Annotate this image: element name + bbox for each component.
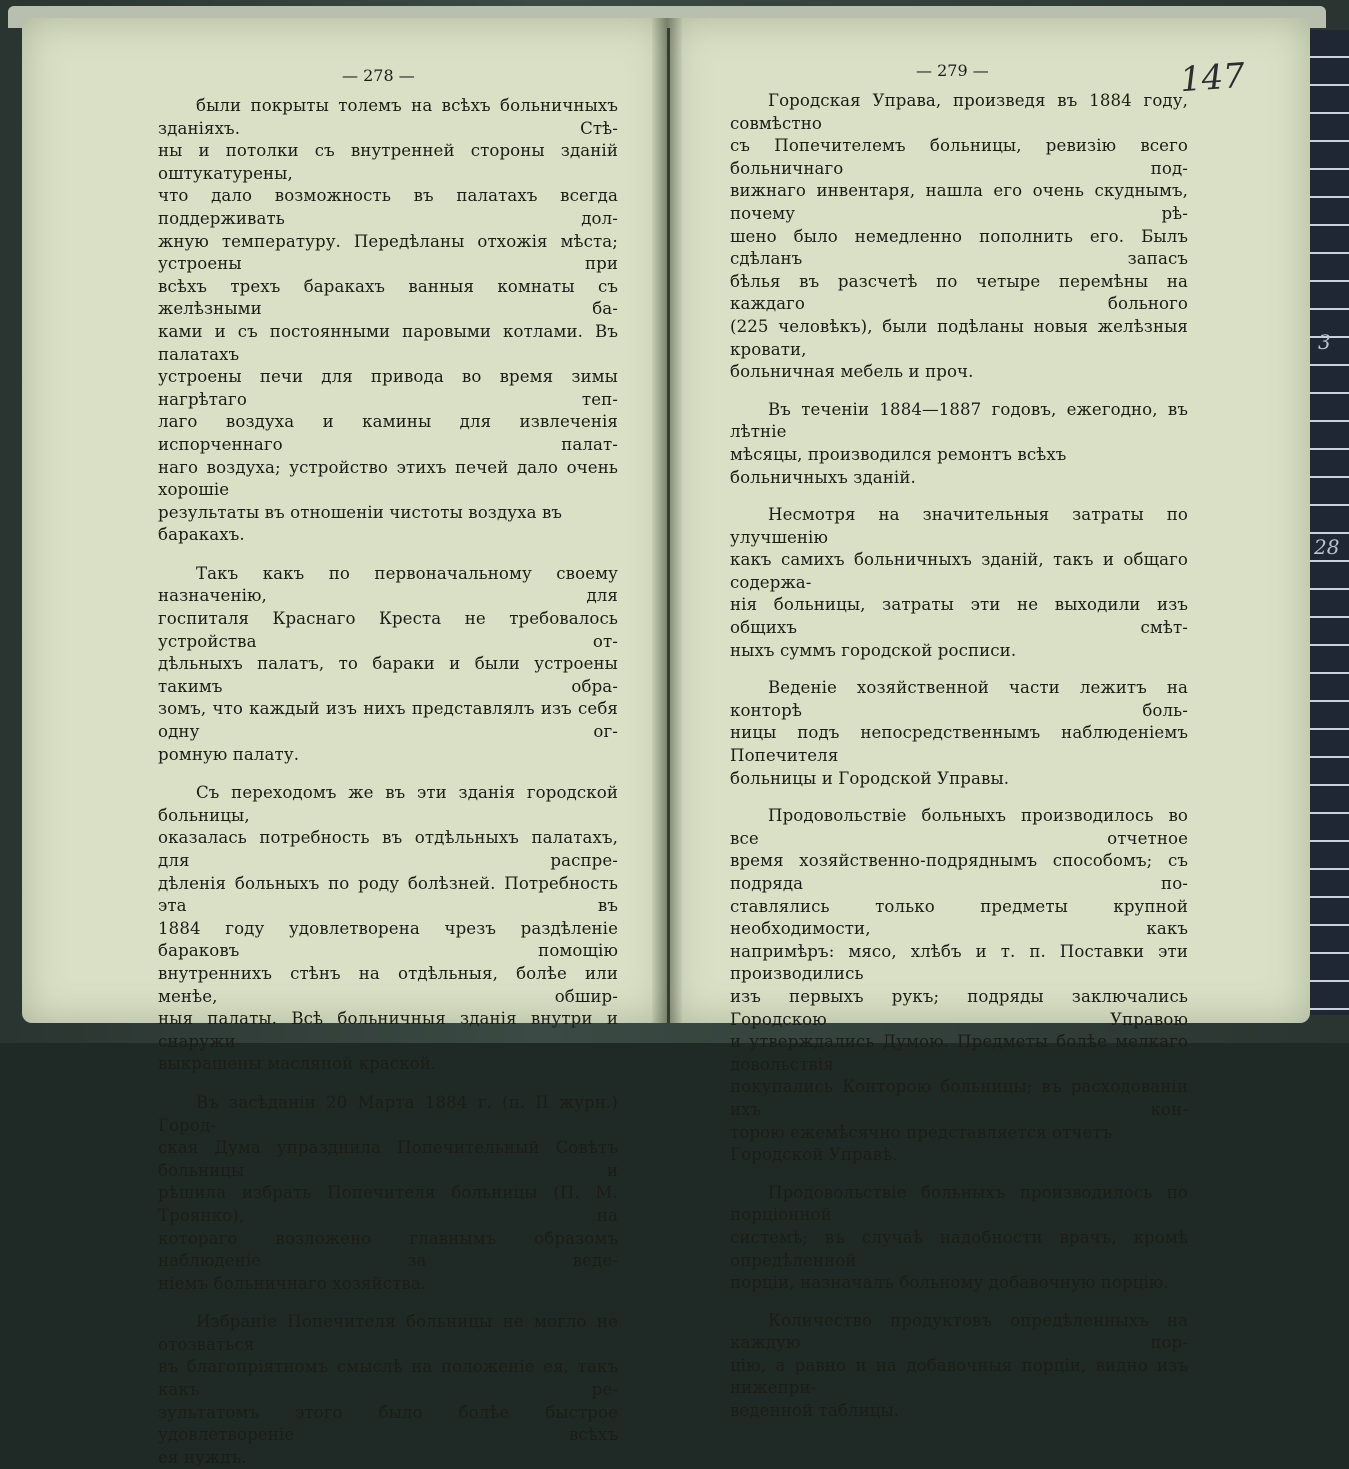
text-line: веденной таблицы. xyxy=(730,1401,900,1421)
text-line: Городская Управа, произведя въ 1884 году, совмѣстно xyxy=(730,91,1188,133)
text-line: результаты въ отношеніи чистоты воздуха въ баракахъ. xyxy=(158,502,563,545)
text-line: 1884 году удовлетворена чрезъ раздѣленіе бараковъ помощію xyxy=(158,918,618,961)
text-line: покупались Конторою больницы; въ расходованіи ихъ кон- xyxy=(730,1077,1188,1119)
text-line: ницы подъ непосредственнымъ наблюденіемъ Попечителя xyxy=(730,723,1188,766)
text-line: дѣленія больныхъ по роду болѣзней. Потребность эта въ xyxy=(158,873,618,916)
text-line: больницы и Городской Управы. xyxy=(730,768,1010,788)
text-line: внутреннихъ стѣнъ на отдѣльныя, болѣе или менѣе, обшир- xyxy=(158,963,618,1006)
left-page-text xyxy=(158,95,618,1469)
paragraph xyxy=(730,1182,1188,1295)
text-line: больничная мебель и проч. xyxy=(730,362,974,382)
text-line: котораго возложено главнымъ образомъ наблюденіе за веде- xyxy=(158,1228,618,1271)
text-line: торою ежемѣсячно представляется отчетъ Городской Управѣ. xyxy=(730,1122,1113,1165)
text-line: Такъ какъ по первоначальному своему назначенію, для xyxy=(158,563,618,606)
book-gutter xyxy=(652,18,682,1023)
text-line: какъ самихъ больничныхъ зданій, такъ и общаго содержа- xyxy=(730,550,1188,592)
measuring-ruler xyxy=(1310,30,1349,1015)
text-line: зультатомъ этого было болѣе быстрое удовлетвореніе всѣхъ xyxy=(158,1402,618,1445)
text-line: что дало возможность въ палатахъ всегда поддерживать дол- xyxy=(158,186,618,228)
text-line: ныхъ суммъ городской росписи. xyxy=(730,640,1017,660)
right-page-text xyxy=(730,90,1188,1423)
text-line: ская Дума упразднила Попечительный Совѣтъ больницы и xyxy=(158,1138,618,1180)
text-line: ставлялись только предметы крупной необходимости, какъ xyxy=(730,896,1188,939)
text-line: всѣхъ трехъ баракахъ ванныя комнаты съ желѣзными ба- xyxy=(158,276,618,319)
text-line: Веденіе хозяйственной части лежитъ на конторѣ боль- xyxy=(730,678,1188,720)
text-line: ея нуждъ. xyxy=(158,1447,247,1467)
text-line: ромную палату. xyxy=(158,744,300,764)
text-line: наго воздуха; устройство этихъ печей дало очень хорошіе xyxy=(158,457,618,500)
text-line: и утверждались Думою. Предметы болѣе мелкаго довольствія xyxy=(730,1032,1188,1074)
right-page-number: — 279 — xyxy=(916,61,989,80)
text-line: порціи, назначалъ больному добавочную порцію. xyxy=(730,1273,1169,1293)
text-line: шено было немедленно пополнить его. Былъ сдѣланъ запасъ xyxy=(730,226,1188,269)
text-line: Съ переходомъ же въ эти зданія городской больницы, xyxy=(158,783,618,825)
paragraph xyxy=(158,1092,618,1295)
text-line: нія больницы, затраты эти не выходили изъ общихъ смѣт- xyxy=(730,595,1188,638)
left-page-number: — 278 — xyxy=(342,66,415,85)
text-line: Въ засѣданіи 20 Марта 1884 г. (п. II журн.) Город- xyxy=(158,1092,618,1135)
text-line: бѣлья въ разсчетѣ по четыре перемѣны на каждаго больного xyxy=(730,271,1188,314)
text-line: изъ первыхъ рукъ; подряды заключались Городскою Управою xyxy=(730,986,1188,1029)
text-line: Избраніе Попечителя больницы не могло не отозваться xyxy=(158,1312,618,1354)
text-line: системѣ; въ случаѣ надобности врачъ, кромѣ опредѣленной xyxy=(730,1227,1188,1270)
text-line: въ благопріятномъ смыслѣ на положеніе ея, такъ какъ ре- xyxy=(158,1357,618,1400)
ruler-mark-28: 28 xyxy=(1314,535,1340,559)
paragraph xyxy=(158,782,618,1076)
text-line: жную температуру. Передѣланы отхожія мѣста; устроены при xyxy=(158,231,618,274)
text-line: мѣсяцы, производился ремонтъ всѣхъ больничныхъ зданій. xyxy=(730,444,1067,487)
text-line: время хозяйственно-подряднымъ способомъ; съ подряда по- xyxy=(730,851,1188,893)
text-line: оказалась потребность въ отдѣльныхъ палатахъ, для распре- xyxy=(158,828,618,870)
text-line: Несмотря на значительныя затраты по улучшенію xyxy=(730,505,1188,547)
text-line: съ Попечителемъ больницы, ревизію всего больничнаго под- xyxy=(730,136,1188,178)
text-line: вижнаго инвентаря, нашла его очень скуднымъ, почему рѣ- xyxy=(730,181,1188,223)
text-line: устроены печи для привода во время зимы нагрѣтаго теп- xyxy=(158,367,618,409)
paragraph xyxy=(730,805,1188,1167)
text-line: ны и потолки съ внутренней стороны зданій оштукатурены, xyxy=(158,141,618,183)
ruler-mark-3: 3 xyxy=(1318,330,1331,354)
text-line: зомъ, что каждый изъ нихъ представлялъ изъ себя одну ог- xyxy=(158,699,618,742)
text-line: (225 человѣкъ), были подѣланы новыя желѣзныя кровати, xyxy=(730,316,1188,359)
paragraph xyxy=(730,90,1188,384)
text-line: лаго воздуха и камины для извлеченія испорченнаго палат- xyxy=(158,412,618,454)
text-line: Въ теченіи 1884—1887 годовъ, ежегодно, въ лѣтніе xyxy=(730,399,1188,442)
text-line: Продовольствіе больныхъ производилось по порціонной xyxy=(730,1182,1188,1225)
text-line: были покрыты толемъ на всѣхъ больничныхъ зданіяхъ. Стѣ- xyxy=(158,96,618,138)
text-line: выкрашены масляной краской. xyxy=(158,1054,437,1074)
paragraph xyxy=(730,677,1188,790)
text-line: ніемъ больничнаго хозяйства. xyxy=(158,1273,427,1293)
text-line: рѣшила избрать Попечителя больницы (П. М. Троянко), на xyxy=(158,1183,618,1225)
text-line: Количество продуктовъ опредѣленныхъ на каждую пор- xyxy=(730,1310,1188,1353)
text-line: цію, а равно и на добавочныя порціи, видно изъ нижепри- xyxy=(730,1355,1188,1398)
paragraph xyxy=(158,1311,618,1469)
text-line: ныя палаты. Всѣ больничныя зданія внутри и снаружи xyxy=(158,1009,618,1051)
paragraph xyxy=(158,563,618,766)
paragraph xyxy=(730,399,1188,489)
paragraph xyxy=(158,95,618,547)
paragraph xyxy=(730,1310,1188,1423)
text-line: дѣльныхъ палатъ, то бараки и были устроены такимъ обра- xyxy=(158,654,618,696)
text-line: Продовольствіе больныхъ производилось во все отчетное xyxy=(730,806,1188,848)
text-line: напримѣръ: мясо, хлѣбъ и т. п. Поставки эти производились xyxy=(730,941,1188,984)
paragraph xyxy=(730,504,1188,662)
handwritten-folio-number: 147 xyxy=(1178,55,1247,101)
text-line: госпиталя Краснаго Креста не требовалось устройства от- xyxy=(158,609,618,651)
text-line: ками и съ постоянными паровыми котлами. Въ палатахъ xyxy=(158,321,618,364)
